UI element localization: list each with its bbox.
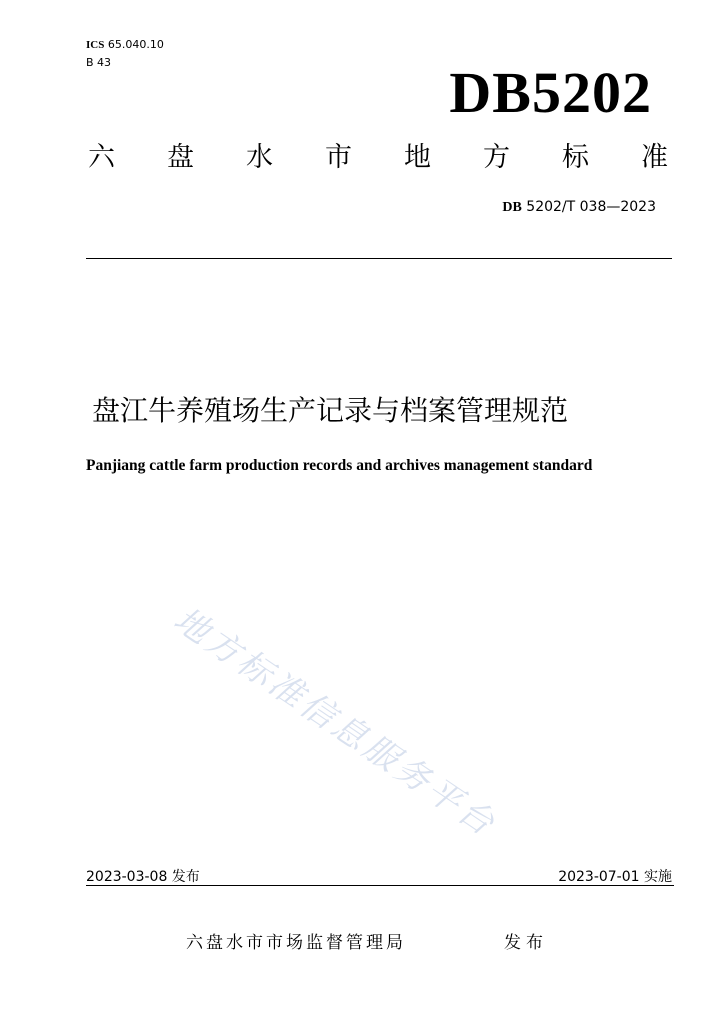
standard-number xyxy=(502,198,656,217)
standard-kind-char: 水 xyxy=(246,142,273,173)
standard-code: 5202/T 038—2023 xyxy=(526,199,656,215)
standard-kind-char: 盘 xyxy=(167,142,194,173)
issuing-authority: 六盘水市市场监督管理局 xyxy=(186,933,406,953)
issue-date: 2023-03-08 发布 xyxy=(86,869,200,885)
watermark xyxy=(156,598,538,883)
ics-label: ICS xyxy=(86,39,105,51)
standard-kind-char: 方 xyxy=(483,142,510,173)
watermark-text: 地方标准信息服务平台 xyxy=(166,599,504,846)
ics-code xyxy=(86,38,164,52)
standard-kind xyxy=(88,140,668,176)
header-divider xyxy=(86,258,672,259)
standard-kind-char: 市 xyxy=(325,142,352,173)
standard-kind-char: 标 xyxy=(562,142,589,173)
standard-kind-char: 六 xyxy=(88,142,115,173)
db-logo: DB5202 xyxy=(449,60,652,125)
standard-kind-char: 准 xyxy=(641,142,668,173)
classification-code: B 43 xyxy=(86,56,112,69)
title-chinese: 盘江牛养殖场生产记录与档案管理规范 xyxy=(92,394,569,427)
title-english: Panjiang cattle farm production records and archives management standard xyxy=(86,457,593,474)
standard-prefix: DB xyxy=(502,200,522,215)
footer-divider xyxy=(86,885,674,886)
implement-date: 2023-07-01 实施 xyxy=(558,869,672,885)
publish-label: 发布 xyxy=(504,933,548,953)
ics-number: 65.040.10 xyxy=(107,38,164,51)
standard-kind-char: 地 xyxy=(404,142,431,173)
